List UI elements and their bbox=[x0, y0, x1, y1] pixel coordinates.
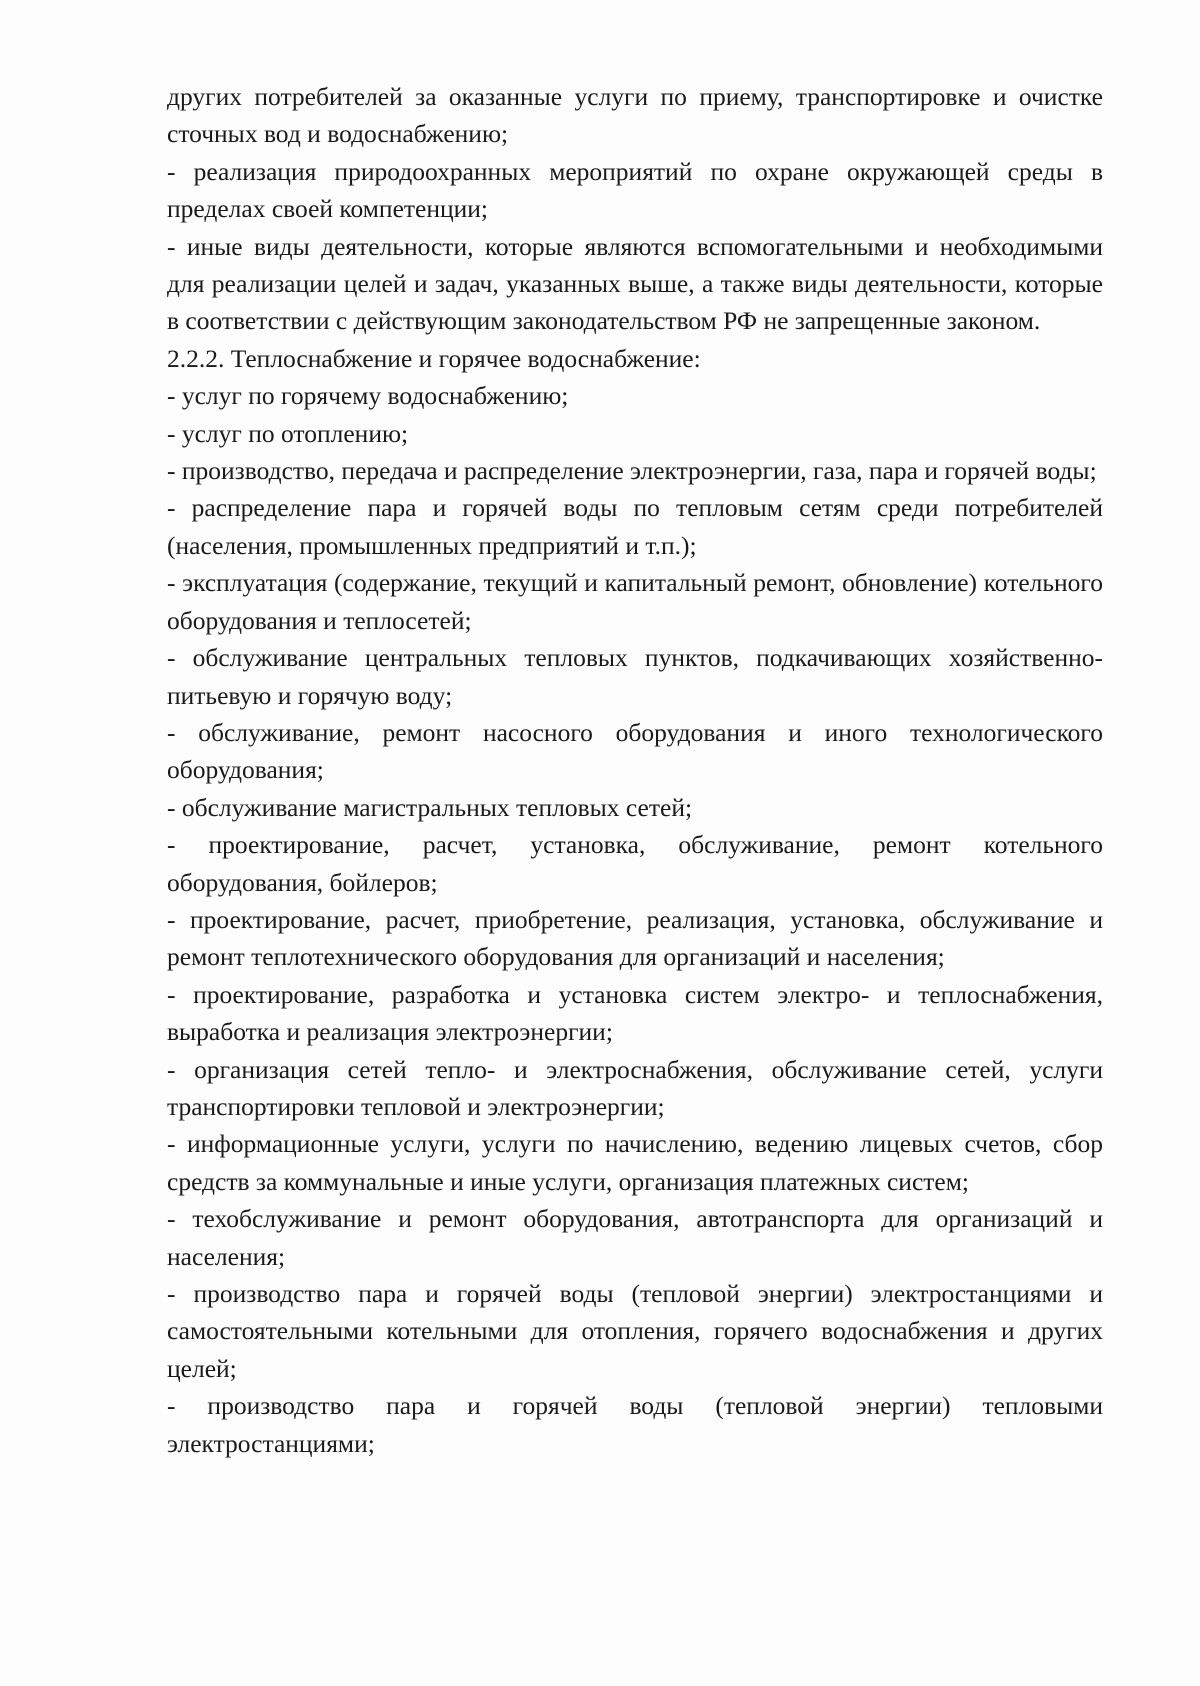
paragraph: - обслуживание магистральных тепловых сетей; bbox=[167, 792, 693, 822]
paragraph: - техобслуживание и ремонт оборудования, автотранспорта для организаций и населения; bbox=[167, 1204, 1103, 1271]
paragraph: - услуг по отоплению; bbox=[167, 418, 409, 448]
paragraph: других потребителей за оказанные услуги по приему, транспортировке и очистке сточных вод и водоснабжению; bbox=[167, 82, 1103, 149]
paragraph: - услуг по горячему водоснабжению; bbox=[167, 381, 569, 411]
paragraph: - проектирование, разработка и установка систем электро- и теплоснабжения, выработка и реализация электроэнергии; bbox=[167, 979, 1103, 1047]
paragraph: - производство пара и горячей воды (тепловой энергии) тепловыми электростанциями; bbox=[167, 1391, 1103, 1458]
paragraph: - обслуживание, ремонт насосного оборудования и иного технологического оборудования; bbox=[167, 717, 1103, 785]
paragraph: - обслуживание центральных тепловых пунктов, подкачивающих хозяйственно-питьевую и горячую воду; bbox=[167, 643, 1103, 710]
paragraph: - информационные услуги, услуги по начислению, ведению лицевых счетов, сбор средств за коммунальные и иные услуги, организация платежных систем; bbox=[167, 1129, 1103, 1196]
paragraph: - иные виды деятельности, которые являются вспомогательными и необходимыми для реализации целей и задач, указанных выше, а также виды деятельности, которые в соответствии с действующим законодательством РФ не запрещенные законом. bbox=[167, 231, 1103, 336]
section-heading: 2.2.2. Теплоснабжение и горячее водоснабжение: bbox=[167, 343, 701, 373]
paragraph: - распределение пара и горячей воды по тепловым сетям среди потребителей (населения, промышленных предприятий и т.п.); bbox=[167, 493, 1103, 560]
paragraph: - организация сетей тепло- и электроснабжения, обслуживание сетей, услуги транспортировки тепловой и электроэнергии; bbox=[167, 1054, 1103, 1121]
document-text bbox=[167, 78, 1103, 1462]
paragraph: - проектирование, расчет, установка, обслуживание, ремонт котельного оборудования, бойлеров; bbox=[167, 830, 1103, 897]
paragraph: - производство пара и горячей воды (тепловой энергии) электростанциями и самостоятельными котельными для отопления, горячего водоснабжения и других целей; bbox=[167, 1279, 1103, 1383]
paragraph: - реализация природоохранных мероприятий по охране окружающей среды в пределах своей компетенции; bbox=[167, 156, 1103, 224]
paragraph: - производство, передача и распределение электроэнергии, газа, пара и горячей воды; bbox=[167, 456, 1097, 486]
paragraph: - эксплуатация (содержание, текущий и капитальный ремонт, обновление) котельного оборудования и теплосетей; bbox=[167, 568, 1103, 635]
paragraph: - проектирование, расчет, приобретение, реализация, установка, обслуживание и ремонт теплотехнического оборудования для организаций и населения; bbox=[167, 904, 1103, 972]
